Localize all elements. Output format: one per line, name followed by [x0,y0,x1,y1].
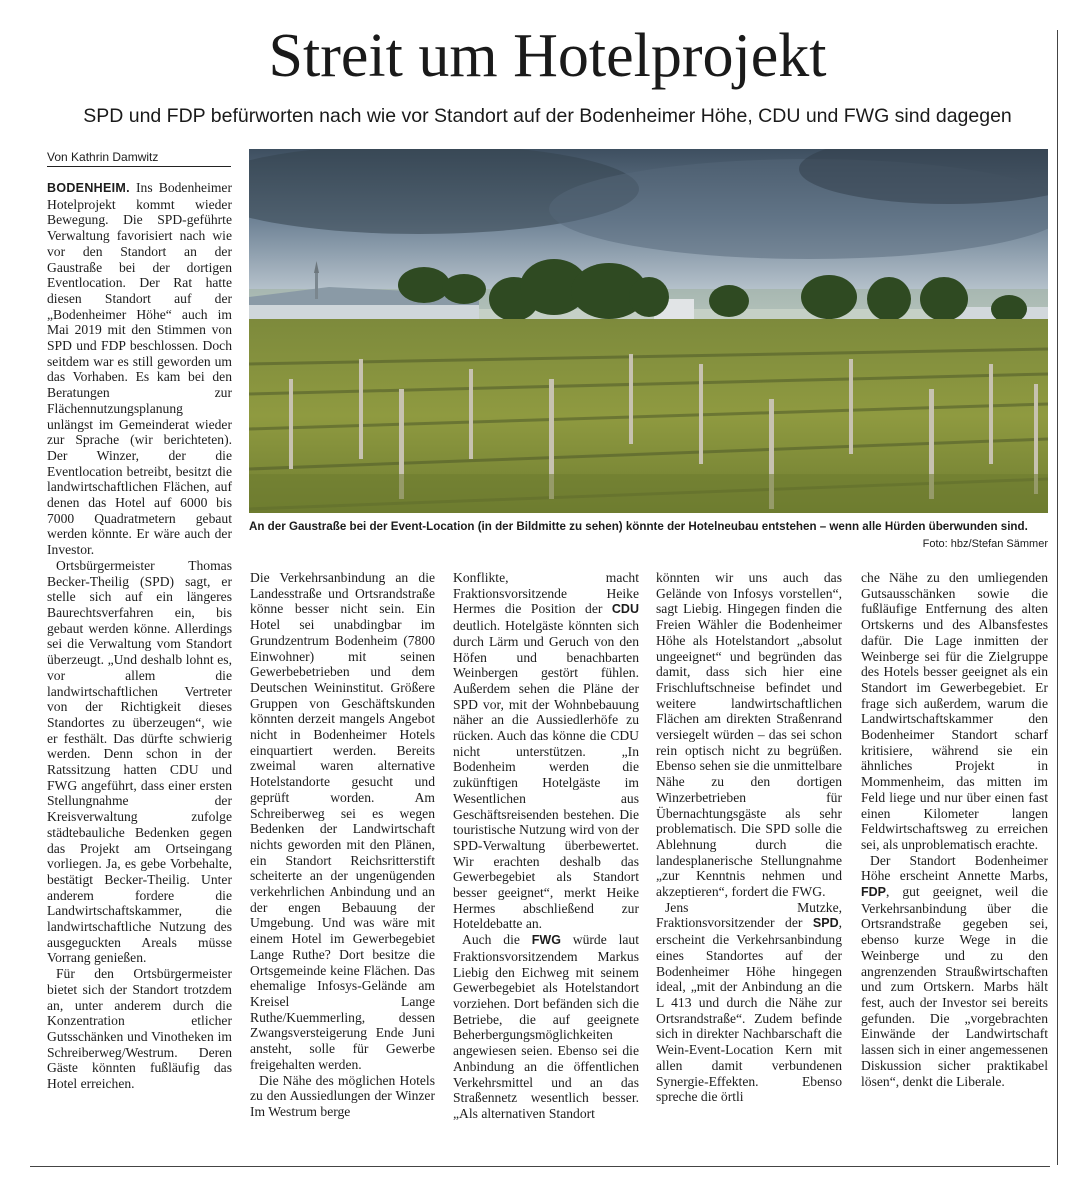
paragraph-text: Ins Bodenheimer Hotelprojekt kommt wieder Bewegung. Die SPD-geführte Verwaltung favorisiert nach wie vor den Standort an der Gaustraße bei der dortigen Eventlocation. Der Rat hatte diesen Standort auf der „Bodenheimer Höhe“ auch im Mai 2019 mit den Stimmen von SPD und FDP beschlossen. Doch seitdem war es still geworden um das Vorhaben. Es kam bei den Beratungen zur Flächennutzungsplanung unlängst im Gemeinderat wieder zur Sprache (wir berichteten). Der Winzer, der die Eventlocation betreibt, besitzt die landwirtschaftlichen Flächen, auf denen das Hotel auf 6000 bis 7000 Quadratmetern gebaut werden könnte. Er wäre auch der Investor. [47,180,232,558]
paragraph: che Nähe zu den umliegenden Gutsausschänken sowie die fußläufige Entfernung des alten Ortskerns und des Albansfestes dafür. Die Lage inmitten der Weinberge sei für die Zielgruppe des Hotels besser geeignet als ein Standort im Gewerbegebiet. Er frage sich außerdem, warum die Landwirtschaftskammer den Bodenheimer Standort scharf kritisiere, während sie ein ähnliches Projekt in Mommenheim, das mitten im Feld liege und nur über einen fast einen Kilometer langen Feldwirtschaftsweg zu erreichen sei, als unproblematisch erachte. [861,570,1048,852]
dateline: BODENHEIM. [47,181,130,195]
article-column-1 [47,180,232,1092]
party-cdu: CDU [611,602,639,617]
headline: Streit um Hotelprojekt [268,22,827,90]
paragraph: Die Nähe des möglichen Hotels zu den Aussiedlungen der Winzer Im Westrum berge [250,1072,435,1119]
paragraph-text: würde laut Fraktionsvorsitzendem Markus Liebig den Eichweg mit seinem Gewerbegebiet als Hotelstandort vorziehen. Dort befänden sich die Betriebe, die auf geeignete Beherbergungsmöglichkeiten angewiesen seien. Ebenso sei die Anbindung an die öffentlichen Verkehrsmittel und an das Straßennetz wesentlich besser. „Als alternativen Standort [453,932,639,1121]
party-fdp: FDP [861,885,886,900]
paragraph-text: Auch die [462,932,532,948]
vineyard-photo [249,149,1048,513]
byline: Von Kathrin Damwitz [47,148,231,167]
paragraph-text: Konflikte, macht Fraktionsvorsitzende Heike Hermes die Position der [453,570,639,617]
paragraph-text: Jens Mutzke, Fraktionsvorsitzender der [656,899,842,931]
paragraph-text: , erscheint die Verkehrsanbindung eines Standortes auf der Bodenheimer Höhe hingegen ideal, „mit der Anbindung an die L 413 und durch die Nähe zur Ortsrandstraße“. Zudem befinde sich in direkter Nachbarschaft die Wein-Event-Location Kern mit allen damit verbundenen Synergie-Effekten. Ebenso spreche die örtli [656,915,842,1105]
paragraph: Ortsbürgermeister Thomas Becker-Theilig (SPD) sagt, er stelle sich auf ein längeres Baurechtsverfahren ein, bis gebaut werden könne. Allerdings sei die Verwaltung vom Standort überzeugt. „Und deshalb lohnt es, vor allem die landwirtschaftlichen Vertreter von der Richtigkeit dieses Standortes zu überzeugen“, wie er festhält. Das dürfte schwierig werden. Denn schon in der Ratssitzung hatten CDU und FWG angeführt, dass einer ersten Stellungnahme der Kreisverwaltung zufolge städtebauliche Bedenken gegen das Projekt am Ortseingang vorliegen. Ja, es gebe Vorbehalte, bestätigt Becker-Theilig. Unter anderem fordere die Landwirtschaftskammer, die landwirtschaftliche Nutzung des ausgeguckten Areals müsse Vorrang genießen. [47,557,232,966]
paragraph [453,932,639,1121]
subheadline: SPD und FDP befürworten nach wie vor Standort auf der Bodenheimer Höhe, CDU und FWG sind dagegen [83,105,1012,127]
party-spd: SPD [812,916,839,931]
paragraph [656,900,842,1105]
paragraph-text: , gut geeignet, weil die Verkehrsanbindung über die Ortsrandstraße gegeben sei, ebenso kurze Wege in die Weinberge und zu den angrenzenden Straußwirtschaften und zum Ortskern. Marbs hält fest, auch der Investor sei bereits gefunden. Die „vorgebrachten Einwände der Landwirtschaft lassen sich in einer angemessenen Diskussion sicher praktikabel lösen“, denkt die Liberale. [861,884,1048,1089]
party-fwg: FWG [531,933,561,948]
paragraph: Für den Ortsbürgermeister bietet sich der Standort trotzdem an, unter anderem durch die Konzentration etlicher Gutsschänken und Vinotheken im Schreiberweg/Westrum. Deren Gäste könnten fußläufig das Hotel erreichen. [47,966,232,1092]
photo-caption: An der Gaustraße bei der Event-Location (in der Bildmitte zu sehen) könnte der Hotelneubau entstehen – wenn alle Hürden überwunden sind. [249,520,1028,533]
paragraph-text: deutlich. Hotelgäste könnten sich durch Lärm und Geruch von den Höfen und benachbarten Weinbergen gestört fühlen. Außerdem sehen die Pläne der SPD vor, mit der Wohnbebauung näher an die Aussiedlerhöfe zu rücken. Auch das könne die CDU nicht unterstützen. „In Bodenheim werden die zukünftigen Hotelgäste im Wesentlichen aus Geschäftsreisenden bestehen. Die touristische Nutzung wird von der SPD-Verwaltung überbewertet. Wir erachten deshalb das Gewerbegebiet als Standort besser geeignet“, merkt Heike Hermes abschließend zur Hoteldebatte an. [453,618,639,932]
paragraph [453,570,639,932]
page-rule-right [1057,30,1058,1165]
paragraph: könnten wir uns auch das Gelände von Infosys vorstellen“, sagt Liebig. Hingegen finden die Freien Wähler die Bodenheimer Höhe als Hotelstandort „absolut ungeeignet“ und begründen das damit, dass sich hier eine Frischluftschneise befindet und weitere landwirtschaftlichen Flächen am direkten Straßenrand versiegelt würden – das sei schon rein optisch nicht zu begrüßen. Ebenso sehen sie die unmittelbare Nähe zu den dortigen Winzerbetrieben für Übernachtungsgäste als sehr problematisch. Die SPD solle die Ablehnung durch die landesplanerische Stellungnahme „zur Kenntnis nehmen und akzeptieren“, fordert die FWG. [656,570,842,900]
paragraph: Die Verkehrsanbindung an die Landesstraße und Ortsrandstraße könne besser nicht sein. Ein Hotel sei unabdingbar im Grundzentrum Bodenheim (7800 Einwohner) mit seinen Gewerbebetrieben und dem Deutschen Weininstitut. Größere Gruppen von Geschäftskunden könnten derzeit mangels Angebot nicht in Bodenheimer Hotels einquartiert werden. Bereits zweimal waren alternative Hotelstandorte gesucht und geprüft worden. Am Schreiberweg sei es wegen Bedenken der Landwirtschaft nichts geworden mit den Plänen, ein Standort Reichsritterstift scheiterte an der ungenügenden verkehrlichen Anbindung und an der engen Bebauung der Umgebung. Und was wäre mit einem Hotel im Gewerbegebiet Lange Ruthe? Dort besitze die Ortsgemeinde keine Flächen. Das ehemalige Infosys-Gelände am Kreisel Lange Ruthe/Kuemmerling, dessen Zwangsversteigerung Ende Juni ansteht, solle für Gewerbe freigehalten werden. [250,570,435,1072]
paragraph [861,853,1048,1090]
article-photo [249,149,1048,513]
paragraph-text: Der Standort Bodenheimer Höhe erscheint Annette Marbs, [861,852,1048,884]
page-rule-bottom [30,1166,1050,1167]
paragraph [47,180,232,558]
article-column-5 [861,570,1048,1089]
article-column-4 [656,570,842,1105]
photo-credit: Foto: hbz/Stefan Sämmer [922,538,1048,550]
article-column-3 [453,570,639,1122]
article-column-2 [250,570,435,1120]
